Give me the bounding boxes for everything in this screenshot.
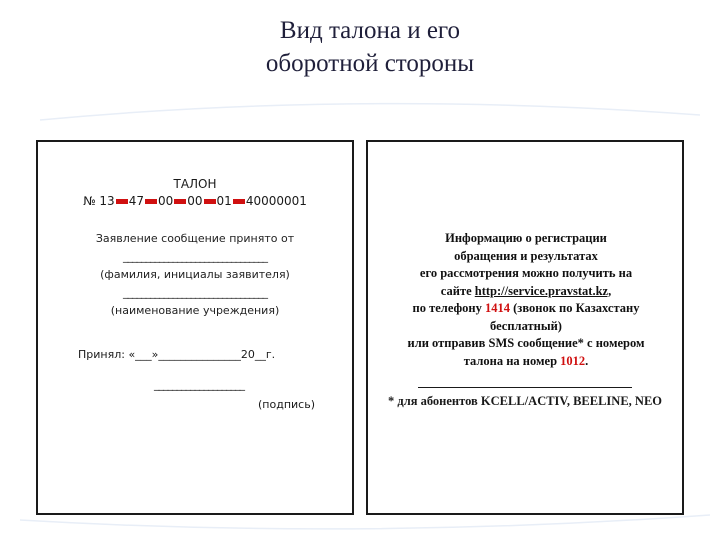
red-dash-mark <box>204 199 216 204</box>
signature-line: ____________________ <box>154 378 244 391</box>
number-part: 40000001 <box>245 194 307 208</box>
ticket-number <box>38 193 352 210</box>
number-prefix: № <box>83 194 96 208</box>
institution-caption: (наименование учреждения) <box>110 304 280 317</box>
divider-line <box>418 387 632 388</box>
footnote: * для абонентов KCELL/ACTIV, BEELINE, NEO <box>388 394 662 408</box>
info-text: по телефону <box>412 301 486 315</box>
website-link[interactable]: http://service.pravstat.kz, <box>474 283 612 298</box>
number-part: 13 <box>99 194 115 208</box>
red-dash-mark <box>174 199 186 204</box>
slide-title-line1: Вид талона и его <box>279 17 461 44</box>
info-text: (звонок по Казахстану <box>510 301 640 315</box>
accepted-by-line: Принял: «___»_______________20__г. <box>78 348 276 361</box>
slide-title-line2: оборотной стороны <box>265 50 475 77</box>
red-dash-mark <box>116 199 128 204</box>
applicant-caption: (фамилия, инициалы заявителя) <box>100 268 290 281</box>
ticket-heading: ТАЛОН <box>173 177 217 191</box>
ticket-reverse-panel <box>366 140 684 515</box>
signature-caption: (подпись) <box>258 398 315 411</box>
red-dash-mark <box>233 199 245 204</box>
ticket-header <box>38 176 352 210</box>
reverse-info-text <box>376 230 676 370</box>
info-line <box>376 283 676 301</box>
info-line: бесплатный) <box>490 318 562 333</box>
phone-number: 1414 <box>485 301 511 315</box>
info-line: Информацию о регистрации <box>445 231 607 245</box>
number-part: 00 <box>157 194 174 208</box>
slide-title <box>150 14 590 80</box>
info-line <box>376 300 676 318</box>
institution-blank-line: ________________________________ <box>123 286 267 299</box>
info-line: обращения и результатах <box>454 248 598 263</box>
info-text: . <box>585 353 589 368</box>
red-dash-mark <box>145 199 157 204</box>
info-text: сайте <box>440 283 475 298</box>
number-part: 00 <box>187 194 203 208</box>
info-line: его рассмотрения можно получить на <box>419 266 633 280</box>
ticket-front-panel <box>36 140 354 515</box>
number-part: 47 <box>128 194 144 208</box>
applicant-blank-line: ________________________________ <box>123 250 267 263</box>
statement-text: Заявление сообщение принято от <box>95 232 295 245</box>
info-line <box>376 353 676 371</box>
sms-number: 1012 <box>560 353 586 368</box>
info-text: талона на номер <box>463 353 561 368</box>
number-part: 01 <box>216 194 232 208</box>
info-line: или отправив SMS сообщение* с номером <box>407 336 645 350</box>
